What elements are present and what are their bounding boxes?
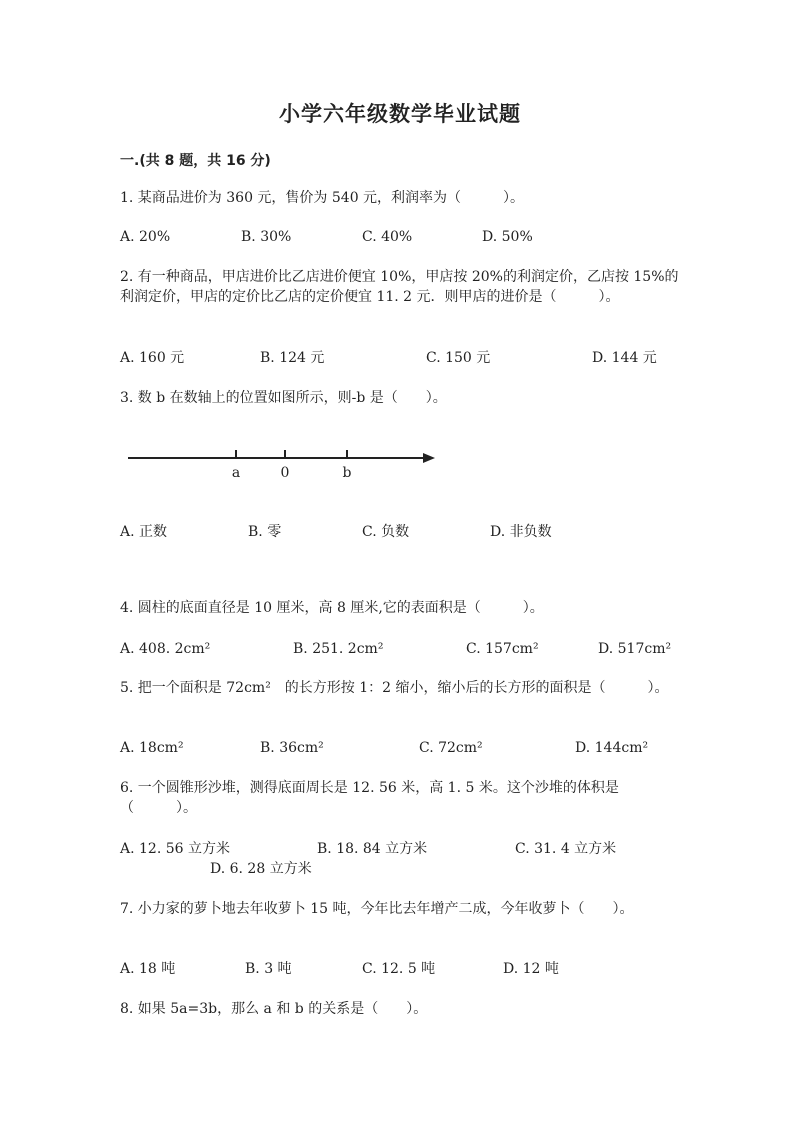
q7-option-b[interactable]: B. 3 吨	[245, 961, 292, 977]
q7-option-a[interactable]: A. 18 吨	[120, 961, 176, 977]
q4-option-c[interactable]: C. 157cm²	[466, 641, 539, 657]
number-line-arrow-icon	[423, 453, 435, 463]
label-0: 0	[280, 465, 290, 481]
question-3-stem: 3. 数 b 在数轴上的位置如图所示，则-b 是（ ）。	[120, 390, 447, 406]
q1-option-c[interactable]: C. 40%	[362, 229, 413, 245]
q5-option-a[interactable]: A. 18cm²	[120, 740, 184, 756]
section-heading: 一.(共 8 题，共 16 分)	[120, 153, 271, 169]
q5-option-d[interactable]: D. 144cm²	[575, 740, 649, 756]
question-7-stem: 7. 小力家的萝卜地去年收萝卜 15 吨，今年比去年增产二成，今年收萝卜（ ）。	[120, 901, 634, 917]
q3-option-d[interactable]: D. 非负数	[490, 524, 552, 540]
q6-option-a[interactable]: A. 12. 56 立方米	[120, 841, 230, 857]
question-5-stem: 5. 把一个面积是 72cm² 的长方形按 1：2 缩小，缩小后的长方形的面积是（ ）。	[120, 680, 669, 696]
q4-option-a[interactable]: A. 408. 2cm²	[120, 641, 211, 657]
question-6-stem: 6. 一个圆锥形沙堆，测得底面周长是 12. 56 米，高 1. 5 米。这个沙堆的体积是（ ）。	[120, 780, 619, 816]
q2-option-a[interactable]: A. 160 元	[120, 350, 185, 366]
q2-option-d[interactable]: D. 144 元	[592, 350, 657, 366]
q7-option-c[interactable]: C. 12. 5 吨	[362, 961, 436, 977]
q2-option-b[interactable]: B. 124 元	[260, 350, 325, 366]
page-title: 小学六年级数学毕业试题	[279, 102, 521, 126]
label-a: a	[231, 465, 241, 481]
q6-option-b[interactable]: B. 18. 84 立方米	[317, 841, 428, 857]
q2-option-c[interactable]: C. 150 元	[426, 350, 491, 366]
question-1-stem: 1. 某商品进价为 360 元，售价为 540 元，利润率为（ ）。	[120, 190, 525, 206]
question-2-stem: 2. 有一种商品，甲店进价比乙店进价便宜 10%，甲店按 20%的利润定价，乙店按 15%的利润定价，甲店的定价比乙店的定价便宜 11. 2 元．则甲店的进价是（ ）。	[120, 269, 679, 305]
q3-option-a[interactable]: A. 正数	[120, 524, 168, 540]
question-4-stem: 4. 圆柱的底面直径是 10 厘米，高 8 厘米,它的表面积是（ ）。	[120, 600, 544, 616]
q4-option-d[interactable]: D. 517cm²	[598, 641, 672, 657]
q5-option-b[interactable]: B. 36cm²	[260, 740, 324, 756]
q3-option-b[interactable]: B. 零	[248, 524, 282, 540]
q3-option-c[interactable]: C. 负数	[362, 524, 410, 540]
q5-option-c[interactable]: C. 72cm²	[419, 740, 483, 756]
q6-option-c[interactable]: C. 31. 4 立方米	[515, 841, 617, 857]
q1-option-d[interactable]: D. 50%	[482, 229, 533, 245]
q7-option-d[interactable]: D. 12 吨	[503, 961, 559, 977]
number-line-figure	[125, 442, 445, 482]
label-b: b	[342, 465, 352, 481]
q1-option-b[interactable]: B. 30%	[241, 229, 292, 245]
question-8-stem: 8. 如果 5a=3b，那么 a 和 b 的关系是（ ）。	[120, 1001, 428, 1017]
q1-option-a[interactable]: A. 20%	[120, 229, 171, 245]
q6-option-d[interactable]: D. 6. 28 立方米	[210, 861, 312, 877]
q4-option-b[interactable]: B. 251. 2cm²	[293, 641, 384, 657]
